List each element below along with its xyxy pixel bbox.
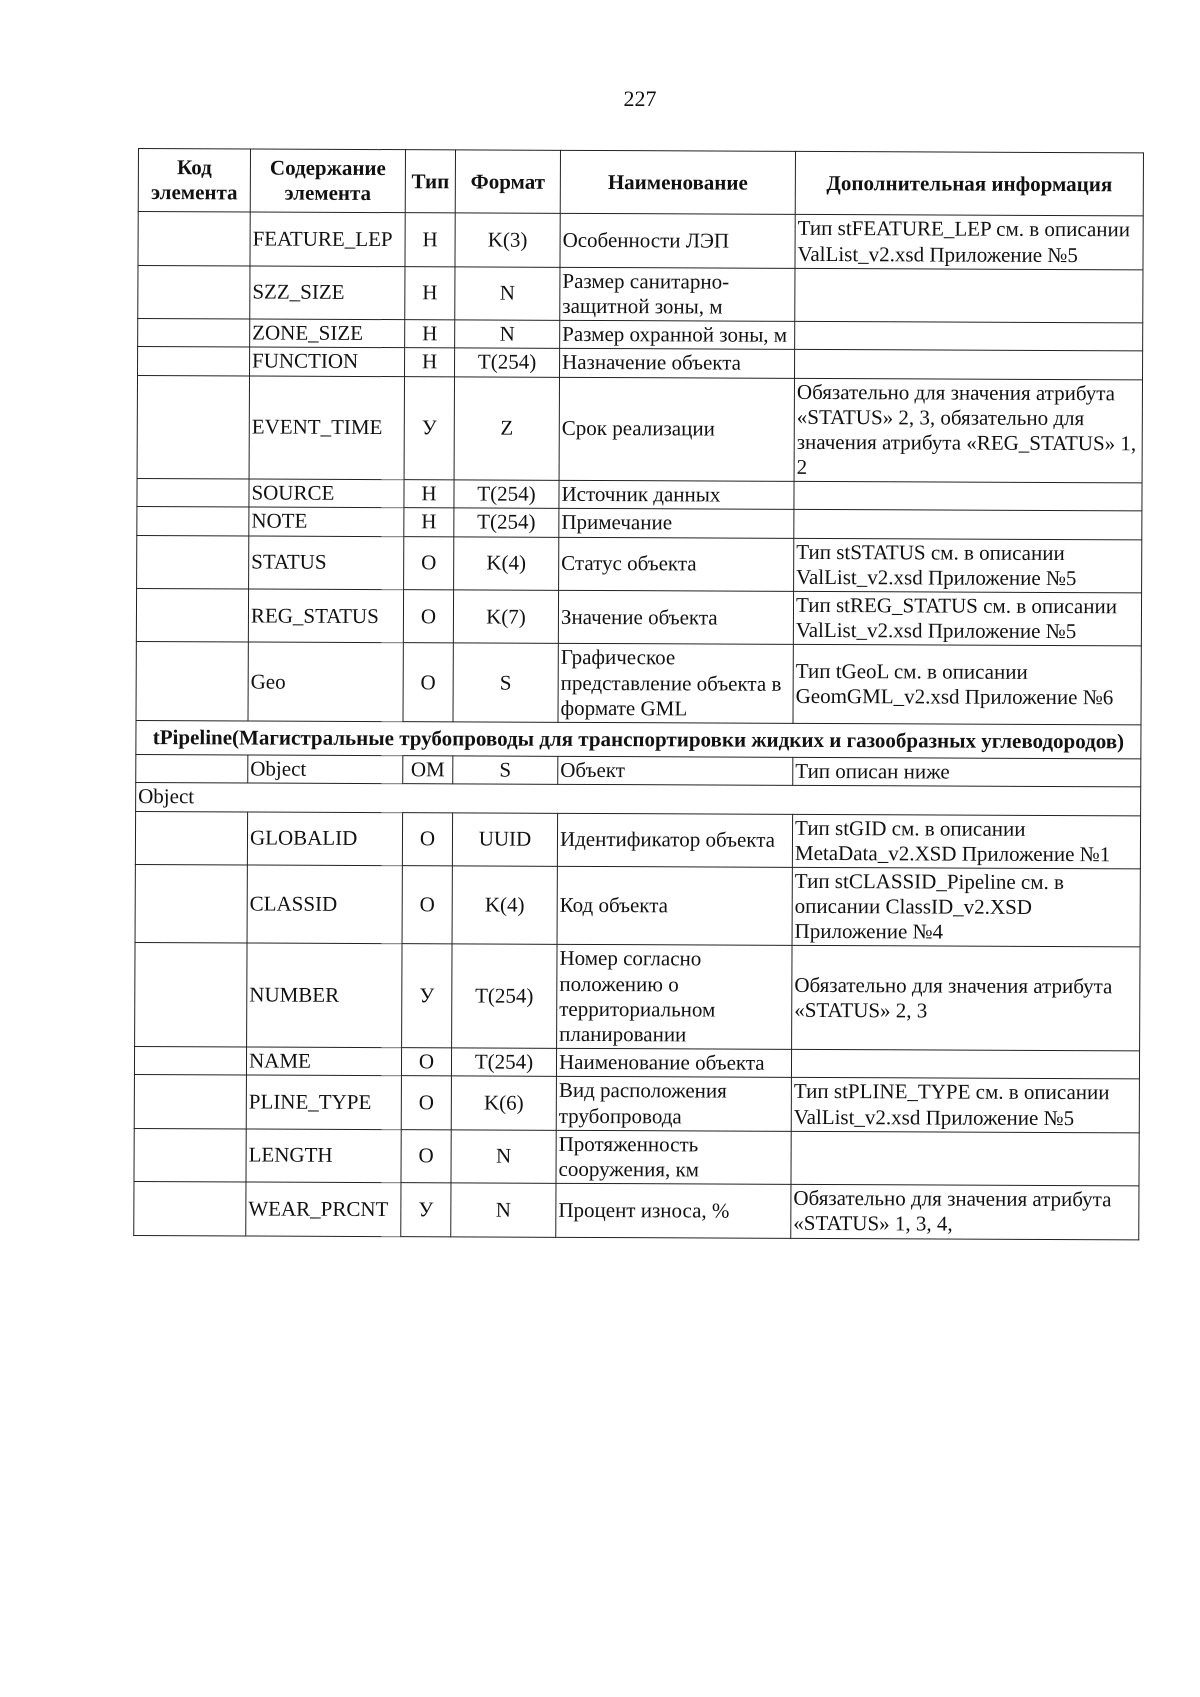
cell-type: О: [402, 812, 452, 866]
table-row: [137, 375, 1142, 483]
cell-info: Тип stSTATUS см. в описании ValList_v2.xsd Приложение №5: [794, 538, 1142, 593]
cell-info: [795, 268, 1143, 323]
cell-code: [134, 1047, 246, 1076]
cell-format: K(6): [451, 1076, 556, 1130]
cell-code: [138, 212, 250, 266]
cell-format: T(254): [454, 480, 559, 509]
cell-info: Тип tGeoL см. в описании GeomGML_v2.xsd Приложение №6: [793, 645, 1141, 725]
cell-info: [791, 1050, 1139, 1080]
cell-format: T(254): [452, 944, 557, 1048]
cell-element: REG_STATUS: [248, 589, 403, 643]
cell-code: [137, 375, 249, 479]
table-row: [137, 479, 1142, 512]
cell-element: FUNCTION: [250, 347, 405, 376]
cell-element: SOURCE: [249, 479, 404, 508]
cell-type: У: [401, 1183, 451, 1237]
table-row: [134, 1047, 1139, 1080]
cell-type: Н: [405, 213, 455, 267]
cell-type: О: [402, 866, 452, 945]
cell-name: Протяженность сооружения, км: [556, 1130, 791, 1184]
cell-name: Статус объекта: [559, 537, 794, 591]
cell-name: Номер согласно положению о территориальном планировании: [557, 945, 792, 1050]
table-row: [136, 588, 1141, 646]
cell-info: Обязательно для значения атрибута «STATUS» 1, 3, 4,: [791, 1184, 1139, 1239]
cell-format: UUID: [452, 812, 557, 866]
table-row: [135, 811, 1140, 869]
header-type: Тип: [405, 150, 455, 214]
cell-element: LENGTH: [246, 1129, 401, 1183]
attribute-table: [133, 148, 1144, 1240]
cell-format: K(4): [452, 866, 557, 945]
object-row: [136, 755, 1141, 788]
cell-type: У: [402, 944, 452, 1048]
table-row: [135, 943, 1140, 1051]
object-label: Object: [136, 783, 1141, 816]
header-name: Наименование: [560, 150, 795, 214]
cell-type: О: [404, 536, 454, 590]
cell-format: T(254): [455, 348, 560, 377]
object-label-row: [136, 783, 1141, 816]
table-row: [134, 1128, 1139, 1186]
cell-code: [134, 1075, 246, 1129]
cell-info: [795, 321, 1143, 351]
cell-info: Обязательно для значения атрибута «STATUS» 2, 3: [792, 946, 1140, 1051]
cell-element: NOTE: [249, 507, 404, 536]
cell-code: [136, 588, 248, 642]
cell-name: Размер санитарно-защитной зоны, м: [560, 267, 795, 321]
cell-format: K(4): [454, 537, 559, 591]
cell-element: Geo: [248, 642, 403, 721]
cell-type: Н: [404, 508, 454, 536]
cell-element: NAME: [246, 1047, 401, 1076]
cell-format: N: [451, 1130, 556, 1184]
cell-code: [138, 347, 250, 376]
cell-info: [795, 350, 1143, 380]
cell-name: Идентификатор объекта: [557, 813, 792, 867]
cell-info: Тип stGID см. в описании MetaData_v2.XSD Приложение №1: [792, 814, 1140, 869]
cell-info: [791, 1131, 1139, 1186]
table-body-part1: [136, 212, 1143, 725]
table-row: [138, 212, 1143, 270]
cell-element: CLASSID: [247, 865, 402, 944]
cell-info: [794, 482, 1142, 512]
cell-name: Значение объекта: [558, 590, 793, 644]
cell-info: Тип stREG_STATUS см. в описании ValList_v2.xsd Приложение №5: [793, 591, 1141, 646]
cell-element: SZZ_SIZE: [250, 266, 405, 320]
cell-type: О: [401, 1129, 451, 1183]
cell-format: K(7): [453, 590, 558, 644]
cell-element: Object: [248, 755, 403, 784]
cell-element: FEATURE_LEP: [250, 212, 405, 266]
cell-type: У: [404, 376, 454, 480]
cell-code: [135, 943, 247, 1047]
page-number: 227: [623, 86, 657, 111]
header-element: Содержание элемента: [250, 149, 405, 213]
table-header-row: [138, 149, 1143, 217]
cell-format: T(254): [454, 508, 559, 537]
cell-name: Источник данных: [559, 481, 794, 510]
cell-format: S: [453, 643, 558, 722]
cell-code: [135, 811, 247, 865]
cell-type: О: [401, 1076, 451, 1130]
cell-element: ZONE_SIZE: [250, 319, 405, 348]
cell-format: Z: [454, 376, 559, 480]
cell-format: N: [455, 267, 560, 321]
table-row: [138, 265, 1143, 323]
cell-name: Примечание: [559, 509, 794, 538]
cell-code: [137, 535, 249, 589]
cell-info: Тип описан ниже: [793, 757, 1141, 787]
cell-code: [136, 755, 248, 784]
cell-element: EVENT_TIME: [249, 375, 404, 479]
section-title-row: [136, 720, 1141, 759]
cell-format: N: [455, 320, 560, 349]
table-row: [137, 507, 1142, 540]
table-row: [137, 535, 1142, 593]
table-body-part2: [134, 811, 1141, 1239]
cell-format: K(3): [455, 213, 560, 267]
table-row: [134, 1182, 1139, 1240]
cell-name: Размер охранной зоны, м: [560, 320, 795, 349]
cell-type: О: [403, 590, 453, 644]
header-code: Код элемента: [138, 149, 250, 213]
cell-info: Тип stCLASSID_Pipeline см. в описании ClassID_v2.XSD Приложение №4: [792, 867, 1140, 947]
pipeline-section: [136, 720, 1141, 815]
cell-name: Объект: [558, 756, 793, 785]
header-info: Дополнительная информация: [795, 151, 1143, 216]
cell-code: [138, 265, 250, 319]
cell-format: T(254): [451, 1048, 556, 1077]
cell-type: Н: [405, 320, 455, 348]
cell-format: N: [451, 1183, 556, 1237]
cell-code: [134, 1182, 246, 1236]
cell-name: Процент износа, %: [556, 1183, 791, 1237]
cell-info: Тип stFEATURE_LEP см. в описании ValList_v2.xsd Приложение №5: [795, 215, 1143, 270]
header-format: Формат: [455, 150, 560, 214]
cell-name: Код объекта: [557, 866, 792, 946]
cell-element: WEAR_PRCNT: [246, 1182, 401, 1236]
cell-name: Вид расположения трубопровода: [556, 1077, 791, 1131]
cell-code: [137, 479, 249, 508]
cell-type: Н: [404, 480, 454, 508]
cell-code: [135, 864, 247, 943]
cell-type: О: [403, 643, 453, 722]
cell-element: GLOBALID: [247, 811, 402, 865]
cell-name: Срок реализации: [559, 377, 794, 482]
cell-type: ОМ: [403, 756, 453, 784]
cell-name: Наименование объекта: [556, 1049, 791, 1078]
table-row: [135, 864, 1140, 947]
table-row: [134, 1075, 1139, 1133]
table-row: [138, 347, 1143, 380]
cell-element: PLINE_TYPE: [246, 1075, 401, 1129]
cell-element: NUMBER: [247, 943, 402, 1047]
cell-code: [138, 319, 250, 348]
cell-info: Тип stPLINE_TYPE см. в описании ValList_v2.xsd Приложение №5: [791, 1078, 1139, 1133]
section-title: tPipeline(Магистральные трубопроводы для транспортировки жидких и газообразных углеводородов): [136, 720, 1141, 759]
cell-type: О: [401, 1048, 451, 1076]
cell-info: [794, 510, 1142, 540]
cell-code: [134, 1128, 246, 1182]
cell-name: Назначение объекта: [560, 349, 795, 378]
cell-element: STATUS: [249, 536, 404, 590]
cell-type: Н: [405, 348, 455, 376]
cell-code: [137, 507, 249, 536]
cell-type: Н: [405, 266, 455, 320]
cell-name: Графическое представление объекта в формате GML: [558, 644, 793, 724]
table-row: [138, 319, 1143, 352]
table-row: [136, 642, 1141, 725]
cell-format: S: [453, 756, 558, 785]
cell-name: Особенности ЛЭП: [560, 214, 795, 268]
cell-code: [136, 642, 248, 721]
cell-info: Обязательно для значения атрибута «STATUS» 2, 3, обязательно для значения атрибута «REG_STATUS» 1, 2: [794, 378, 1142, 483]
